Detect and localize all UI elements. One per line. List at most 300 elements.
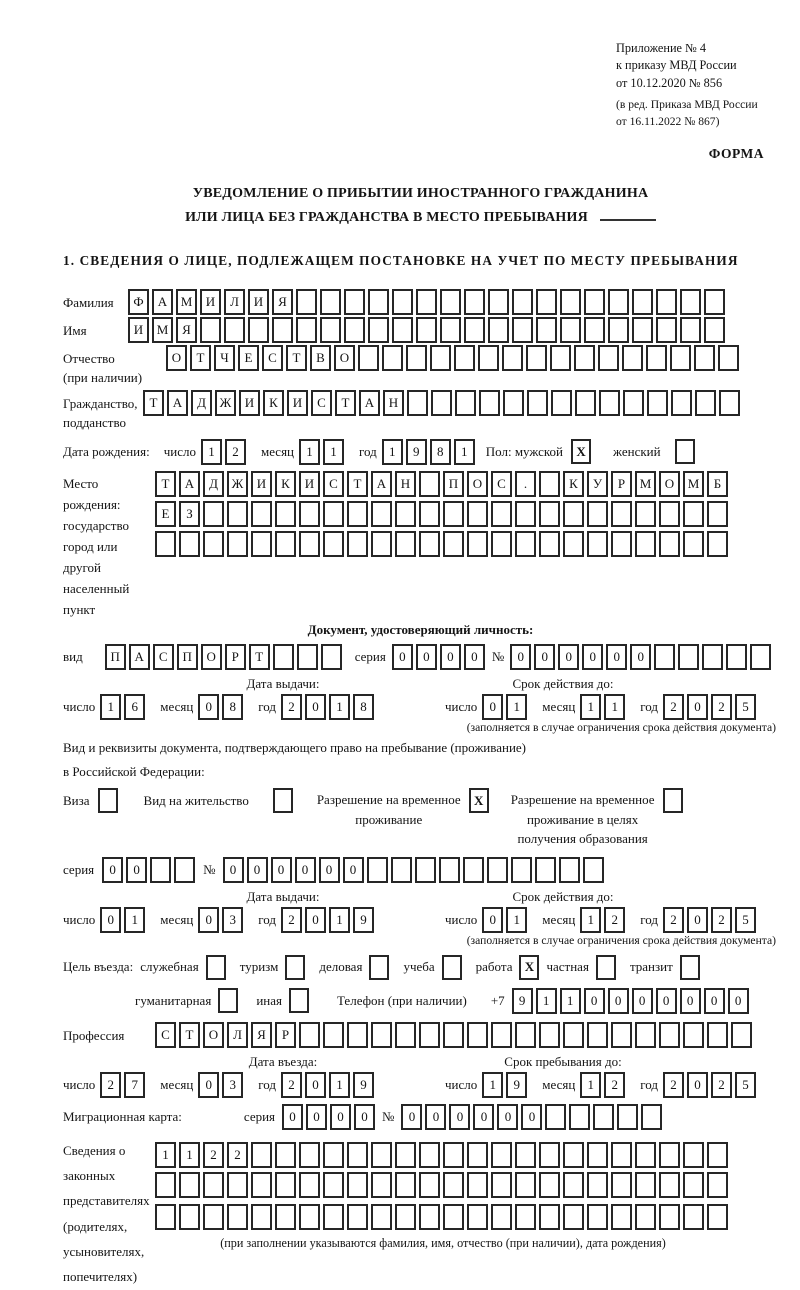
residence-permit-checkbox[interactable] xyxy=(273,788,293,813)
char-cell[interactable] xyxy=(599,390,620,416)
char-cell[interactable]: Р xyxy=(225,644,246,670)
char-cell[interactable] xyxy=(227,501,248,527)
char-cell[interactable] xyxy=(155,1172,176,1198)
char-cell[interactable] xyxy=(251,501,272,527)
char-cell[interactable] xyxy=(443,1172,464,1198)
char-cell[interactable] xyxy=(539,1142,560,1168)
char-cell[interactable]: М xyxy=(176,289,197,315)
char-cell[interactable]: С xyxy=(262,345,283,371)
char-cell[interactable]: И xyxy=(239,390,260,416)
char-cell[interactable] xyxy=(419,471,440,497)
char-cell[interactable]: 8 xyxy=(430,439,451,465)
char-cell[interactable] xyxy=(275,1142,296,1168)
char-cell[interactable] xyxy=(491,1204,512,1230)
char-cell[interactable]: 9 xyxy=(506,1072,527,1098)
char-cell[interactable] xyxy=(611,1142,632,1168)
char-cell[interactable] xyxy=(536,317,557,343)
char-cell[interactable] xyxy=(467,1204,488,1230)
char-cell[interactable]: 0 xyxy=(100,907,121,933)
purpose-official-checkbox[interactable] xyxy=(206,955,226,980)
char-cell[interactable]: 3 xyxy=(222,907,243,933)
char-cell[interactable] xyxy=(559,857,580,883)
char-cell[interactable] xyxy=(299,1204,320,1230)
char-cell[interactable]: 1 xyxy=(329,907,350,933)
char-cell[interactable] xyxy=(617,1104,638,1130)
char-cell[interactable] xyxy=(179,1204,200,1230)
char-cell[interactable]: 9 xyxy=(512,988,533,1014)
char-cell[interactable]: 1 xyxy=(506,907,527,933)
char-cell[interactable] xyxy=(731,1022,752,1048)
char-cell[interactable]: 0 xyxy=(282,1104,303,1130)
char-cell[interactable]: 0 xyxy=(305,907,326,933)
char-cell[interactable] xyxy=(488,317,509,343)
char-cell[interactable]: 2 xyxy=(227,1142,248,1168)
char-cell[interactable] xyxy=(431,390,452,416)
char-cell[interactable]: 0 xyxy=(247,857,268,883)
char-cell[interactable] xyxy=(563,531,584,557)
char-cell[interactable] xyxy=(515,1022,536,1048)
char-cell[interactable] xyxy=(563,1022,584,1048)
char-cell[interactable]: 0 xyxy=(354,1104,375,1130)
char-cell[interactable] xyxy=(203,1204,224,1230)
char-cell[interactable]: Р xyxy=(275,1022,296,1048)
char-cell[interactable] xyxy=(454,345,475,371)
char-cell[interactable] xyxy=(392,317,413,343)
char-cell[interactable] xyxy=(347,1204,368,1230)
char-cell[interactable] xyxy=(683,1172,704,1198)
char-cell[interactable] xyxy=(515,1172,536,1198)
char-cell[interactable]: С xyxy=(323,471,344,497)
char-cell[interactable] xyxy=(551,390,572,416)
temp-residence-checkbox[interactable]: X xyxy=(469,788,489,813)
purpose-tourism-checkbox[interactable] xyxy=(285,955,305,980)
char-cell[interactable] xyxy=(647,390,668,416)
char-cell[interactable] xyxy=(515,501,536,527)
char-cell[interactable] xyxy=(467,1022,488,1048)
visa-checkbox[interactable] xyxy=(98,788,118,813)
char-cell[interactable] xyxy=(704,289,725,315)
char-cell[interactable]: К xyxy=(263,390,284,416)
char-cell[interactable] xyxy=(563,1204,584,1230)
char-cell[interactable]: Я xyxy=(272,289,293,315)
char-cell[interactable] xyxy=(440,317,461,343)
purpose-private-checkbox[interactable] xyxy=(596,955,616,980)
char-cell[interactable] xyxy=(641,1104,662,1130)
char-cell[interactable] xyxy=(702,644,723,670)
char-cell[interactable] xyxy=(323,531,344,557)
char-cell[interactable]: 8 xyxy=(353,694,374,720)
char-cell[interactable]: Д xyxy=(203,471,224,497)
char-cell[interactable] xyxy=(321,644,342,670)
char-cell[interactable]: 1 xyxy=(329,1072,350,1098)
char-cell[interactable] xyxy=(478,345,499,371)
char-cell[interactable]: 0 xyxy=(102,857,123,883)
char-cell[interactable] xyxy=(707,531,728,557)
char-cell[interactable]: 1 xyxy=(506,694,527,720)
char-cell[interactable]: Е xyxy=(155,501,176,527)
char-cell[interactable]: П xyxy=(105,644,126,670)
char-cell[interactable]: 1 xyxy=(124,907,145,933)
char-cell[interactable] xyxy=(368,317,389,343)
char-cell[interactable]: 0 xyxy=(521,1104,542,1130)
char-cell[interactable]: 0 xyxy=(687,907,708,933)
char-cell[interactable] xyxy=(347,531,368,557)
char-cell[interactable] xyxy=(656,289,677,315)
char-cell[interactable]: 0 xyxy=(482,907,503,933)
char-cell[interactable]: О xyxy=(203,1022,224,1048)
char-cell[interactable]: Т xyxy=(347,471,368,497)
char-cell[interactable] xyxy=(347,1142,368,1168)
char-cell[interactable]: 0 xyxy=(319,857,340,883)
char-cell[interactable]: И xyxy=(287,390,308,416)
char-cell[interactable] xyxy=(467,501,488,527)
char-cell[interactable] xyxy=(491,1142,512,1168)
char-cell[interactable] xyxy=(275,1172,296,1198)
char-cell[interactable] xyxy=(344,317,365,343)
char-cell[interactable] xyxy=(407,390,428,416)
char-cell[interactable]: А xyxy=(359,390,380,416)
char-cell[interactable]: 0 xyxy=(306,1104,327,1130)
char-cell[interactable]: 0 xyxy=(295,857,316,883)
char-cell[interactable]: 2 xyxy=(203,1142,224,1168)
char-cell[interactable]: 0 xyxy=(608,988,629,1014)
char-cell[interactable] xyxy=(635,501,656,527)
char-cell[interactable] xyxy=(395,1142,416,1168)
char-cell[interactable] xyxy=(443,1142,464,1168)
char-cell[interactable]: 0 xyxy=(632,988,653,1014)
char-cell[interactable] xyxy=(574,345,595,371)
char-cell[interactable] xyxy=(463,857,484,883)
char-cell[interactable]: 0 xyxy=(126,857,147,883)
char-cell[interactable]: 1 xyxy=(329,694,350,720)
char-cell[interactable]: 0 xyxy=(728,988,749,1014)
char-cell[interactable] xyxy=(272,317,293,343)
char-cell[interactable] xyxy=(443,531,464,557)
char-cell[interactable] xyxy=(406,345,427,371)
char-cell[interactable] xyxy=(704,317,725,343)
char-cell[interactable]: А xyxy=(129,644,150,670)
char-cell[interactable] xyxy=(526,345,547,371)
char-cell[interactable] xyxy=(587,531,608,557)
char-cell[interactable]: 0 xyxy=(656,988,677,1014)
char-cell[interactable]: 1 xyxy=(201,439,222,465)
char-cell[interactable]: 2 xyxy=(281,907,302,933)
char-cell[interactable] xyxy=(587,501,608,527)
char-cell[interactable]: Ч xyxy=(214,345,235,371)
char-cell[interactable] xyxy=(659,501,680,527)
char-cell[interactable] xyxy=(347,1022,368,1048)
char-cell[interactable]: 7 xyxy=(124,1072,145,1098)
char-cell[interactable] xyxy=(515,531,536,557)
char-cell[interactable] xyxy=(750,644,771,670)
temp-residence-edu-checkbox[interactable] xyxy=(663,788,683,813)
char-cell[interactable] xyxy=(512,289,533,315)
char-cell[interactable] xyxy=(391,857,412,883)
char-cell[interactable]: 2 xyxy=(711,1072,732,1098)
char-cell[interactable] xyxy=(155,531,176,557)
char-cell[interactable] xyxy=(611,501,632,527)
char-cell[interactable] xyxy=(527,390,548,416)
purpose-study-checkbox[interactable] xyxy=(442,955,462,980)
char-cell[interactable] xyxy=(443,1204,464,1230)
char-cell[interactable] xyxy=(545,1104,566,1130)
char-cell[interactable]: Е xyxy=(238,345,259,371)
char-cell[interactable]: 1 xyxy=(580,907,601,933)
char-cell[interactable]: Ж xyxy=(215,390,236,416)
char-cell[interactable]: 0 xyxy=(198,694,219,720)
char-cell[interactable]: Н xyxy=(395,471,416,497)
char-cell[interactable]: И xyxy=(248,289,269,315)
char-cell[interactable] xyxy=(683,531,704,557)
char-cell[interactable]: Т xyxy=(155,471,176,497)
char-cell[interactable] xyxy=(419,501,440,527)
char-cell[interactable]: Т xyxy=(249,644,270,670)
char-cell[interactable] xyxy=(622,345,643,371)
char-cell[interactable]: М xyxy=(152,317,173,343)
char-cell[interactable] xyxy=(635,1172,656,1198)
char-cell[interactable] xyxy=(150,857,171,883)
char-cell[interactable] xyxy=(587,1172,608,1198)
char-cell[interactable] xyxy=(347,1172,368,1198)
char-cell[interactable]: 9 xyxy=(406,439,427,465)
char-cell[interactable] xyxy=(707,1172,728,1198)
char-cell[interactable]: 2 xyxy=(281,694,302,720)
char-cell[interactable] xyxy=(515,1142,536,1168)
char-cell[interactable]: 0 xyxy=(510,644,531,670)
char-cell[interactable]: 0 xyxy=(582,644,603,670)
char-cell[interactable] xyxy=(584,317,605,343)
char-cell[interactable] xyxy=(719,390,740,416)
char-cell[interactable] xyxy=(536,289,557,315)
char-cell[interactable]: С xyxy=(311,390,332,416)
char-cell[interactable] xyxy=(440,289,461,315)
char-cell[interactable]: 1 xyxy=(560,988,581,1014)
char-cell[interactable] xyxy=(502,345,523,371)
char-cell[interactable] xyxy=(539,471,560,497)
char-cell[interactable] xyxy=(539,501,560,527)
char-cell[interactable]: А xyxy=(179,471,200,497)
char-cell[interactable] xyxy=(623,390,644,416)
char-cell[interactable]: 2 xyxy=(711,694,732,720)
char-cell[interactable] xyxy=(491,531,512,557)
char-cell[interactable]: Ж xyxy=(227,471,248,497)
char-cell[interactable]: 1 xyxy=(580,1072,601,1098)
char-cell[interactable] xyxy=(587,1022,608,1048)
char-cell[interactable] xyxy=(539,1172,560,1198)
char-cell[interactable]: 0 xyxy=(534,644,555,670)
char-cell[interactable]: 0 xyxy=(482,694,503,720)
char-cell[interactable] xyxy=(430,345,451,371)
char-cell[interactable] xyxy=(248,317,269,343)
char-cell[interactable]: 1 xyxy=(454,439,475,465)
char-cell[interactable]: М xyxy=(683,471,704,497)
char-cell[interactable]: К xyxy=(563,471,584,497)
char-cell[interactable]: 0 xyxy=(198,907,219,933)
char-cell[interactable] xyxy=(203,501,224,527)
char-cell[interactable]: 6 xyxy=(124,694,145,720)
char-cell[interactable]: 2 xyxy=(663,694,684,720)
char-cell[interactable] xyxy=(680,317,701,343)
char-cell[interactable] xyxy=(560,317,581,343)
char-cell[interactable]: 1 xyxy=(155,1142,176,1168)
char-cell[interactable]: 1 xyxy=(536,988,557,1014)
char-cell[interactable] xyxy=(563,1172,584,1198)
char-cell[interactable]: 0 xyxy=(704,988,725,1014)
char-cell[interactable] xyxy=(416,289,437,315)
char-cell[interactable] xyxy=(443,501,464,527)
char-cell[interactable] xyxy=(593,1104,614,1130)
char-cell[interactable] xyxy=(382,345,403,371)
char-cell[interactable] xyxy=(491,1022,512,1048)
char-cell[interactable]: 2 xyxy=(604,907,625,933)
char-cell[interactable] xyxy=(323,1204,344,1230)
char-cell[interactable] xyxy=(299,1172,320,1198)
char-cell[interactable]: 2 xyxy=(225,439,246,465)
char-cell[interactable] xyxy=(569,1104,590,1130)
char-cell[interactable]: Л xyxy=(224,289,245,315)
char-cell[interactable] xyxy=(323,1142,344,1168)
char-cell[interactable] xyxy=(707,1204,728,1230)
char-cell[interactable]: 1 xyxy=(179,1142,200,1168)
char-cell[interactable] xyxy=(611,531,632,557)
char-cell[interactable]: 0 xyxy=(440,644,461,670)
char-cell[interactable]: 0 xyxy=(680,988,701,1014)
char-cell[interactable] xyxy=(683,501,704,527)
char-cell[interactable] xyxy=(419,1142,440,1168)
char-cell[interactable]: 5 xyxy=(735,907,756,933)
char-cell[interactable] xyxy=(683,1022,704,1048)
char-cell[interactable]: О xyxy=(334,345,355,371)
gender-female-checkbox[interactable] xyxy=(675,439,695,464)
char-cell[interactable]: О xyxy=(166,345,187,371)
char-cell[interactable]: Н xyxy=(383,390,404,416)
char-cell[interactable] xyxy=(632,317,653,343)
char-cell[interactable] xyxy=(251,1142,272,1168)
char-cell[interactable] xyxy=(395,1022,416,1048)
char-cell[interactable]: Л xyxy=(227,1022,248,1048)
char-cell[interactable]: А xyxy=(167,390,188,416)
char-cell[interactable]: 2 xyxy=(281,1072,302,1098)
char-cell[interactable] xyxy=(680,289,701,315)
char-cell[interactable]: И xyxy=(128,317,149,343)
char-cell[interactable]: 0 xyxy=(198,1072,219,1098)
char-cell[interactable] xyxy=(179,1172,200,1198)
char-cell[interactable] xyxy=(344,289,365,315)
char-cell[interactable]: С xyxy=(491,471,512,497)
char-cell[interactable]: О xyxy=(201,644,222,670)
char-cell[interactable] xyxy=(587,1142,608,1168)
char-cell[interactable] xyxy=(583,857,604,883)
char-cell[interactable] xyxy=(584,289,605,315)
char-cell[interactable]: О xyxy=(659,471,680,497)
char-cell[interactable]: 1 xyxy=(604,694,625,720)
purpose-business-checkbox[interactable] xyxy=(369,955,389,980)
char-cell[interactable]: 1 xyxy=(382,439,403,465)
char-cell[interactable]: 0 xyxy=(425,1104,446,1130)
char-cell[interactable]: 8 xyxy=(222,694,243,720)
char-cell[interactable] xyxy=(323,1172,344,1198)
char-cell[interactable] xyxy=(299,501,320,527)
char-cell[interactable] xyxy=(535,857,556,883)
char-cell[interactable] xyxy=(511,857,532,883)
char-cell[interactable]: 1 xyxy=(299,439,320,465)
char-cell[interactable] xyxy=(251,1172,272,1198)
char-cell[interactable] xyxy=(678,644,699,670)
purpose-work-checkbox[interactable]: X xyxy=(519,955,539,980)
char-cell[interactable] xyxy=(296,317,317,343)
char-cell[interactable]: 3 xyxy=(222,1072,243,1098)
char-cell[interactable] xyxy=(611,1172,632,1198)
char-cell[interactable]: И xyxy=(251,471,272,497)
char-cell[interactable] xyxy=(227,1172,248,1198)
char-cell[interactable] xyxy=(598,345,619,371)
char-cell[interactable]: 0 xyxy=(330,1104,351,1130)
char-cell[interactable]: 0 xyxy=(606,644,627,670)
char-cell[interactable] xyxy=(320,317,341,343)
char-cell[interactable] xyxy=(155,1204,176,1230)
char-cell[interactable]: 2 xyxy=(100,1072,121,1098)
char-cell[interactable]: Т xyxy=(286,345,307,371)
char-cell[interactable] xyxy=(575,390,596,416)
char-cell[interactable] xyxy=(371,1204,392,1230)
char-cell[interactable] xyxy=(200,317,221,343)
char-cell[interactable] xyxy=(694,345,715,371)
char-cell[interactable]: П xyxy=(177,644,198,670)
char-cell[interactable] xyxy=(299,531,320,557)
char-cell[interactable]: 0 xyxy=(401,1104,422,1130)
char-cell[interactable] xyxy=(419,1022,440,1048)
char-cell[interactable] xyxy=(539,1204,560,1230)
char-cell[interactable] xyxy=(371,501,392,527)
char-cell[interactable] xyxy=(491,501,512,527)
char-cell[interactable] xyxy=(503,390,524,416)
char-cell[interactable] xyxy=(550,345,571,371)
gender-male-checkbox[interactable]: X xyxy=(571,439,591,464)
char-cell[interactable] xyxy=(560,289,581,315)
char-cell[interactable]: З xyxy=(179,501,200,527)
char-cell[interactable] xyxy=(395,501,416,527)
char-cell[interactable] xyxy=(203,1172,224,1198)
char-cell[interactable]: 0 xyxy=(630,644,651,670)
purpose-other-checkbox[interactable] xyxy=(289,988,309,1013)
char-cell[interactable]: 1 xyxy=(482,1072,503,1098)
char-cell[interactable] xyxy=(358,345,379,371)
char-cell[interactable] xyxy=(299,1022,320,1048)
char-cell[interactable]: 9 xyxy=(353,1072,374,1098)
char-cell[interactable]: 0 xyxy=(343,857,364,883)
char-cell[interactable] xyxy=(203,531,224,557)
char-cell[interactable] xyxy=(415,857,436,883)
char-cell[interactable]: 0 xyxy=(223,857,244,883)
char-cell[interactable]: 2 xyxy=(663,907,684,933)
char-cell[interactable] xyxy=(179,531,200,557)
char-cell[interactable] xyxy=(635,1204,656,1230)
char-cell[interactable] xyxy=(718,345,739,371)
char-cell[interactable] xyxy=(443,1022,464,1048)
char-cell[interactable] xyxy=(467,1142,488,1168)
char-cell[interactable] xyxy=(395,1204,416,1230)
char-cell[interactable]: 5 xyxy=(735,1072,756,1098)
char-cell[interactable]: 9 xyxy=(353,907,374,933)
char-cell[interactable]: Я xyxy=(176,317,197,343)
char-cell[interactable] xyxy=(395,531,416,557)
char-cell[interactable]: 2 xyxy=(604,1072,625,1098)
char-cell[interactable]: 0 xyxy=(473,1104,494,1130)
char-cell[interactable]: Я xyxy=(251,1022,272,1048)
char-cell[interactable] xyxy=(419,1172,440,1198)
char-cell[interactable] xyxy=(297,644,318,670)
char-cell[interactable] xyxy=(707,1142,728,1168)
